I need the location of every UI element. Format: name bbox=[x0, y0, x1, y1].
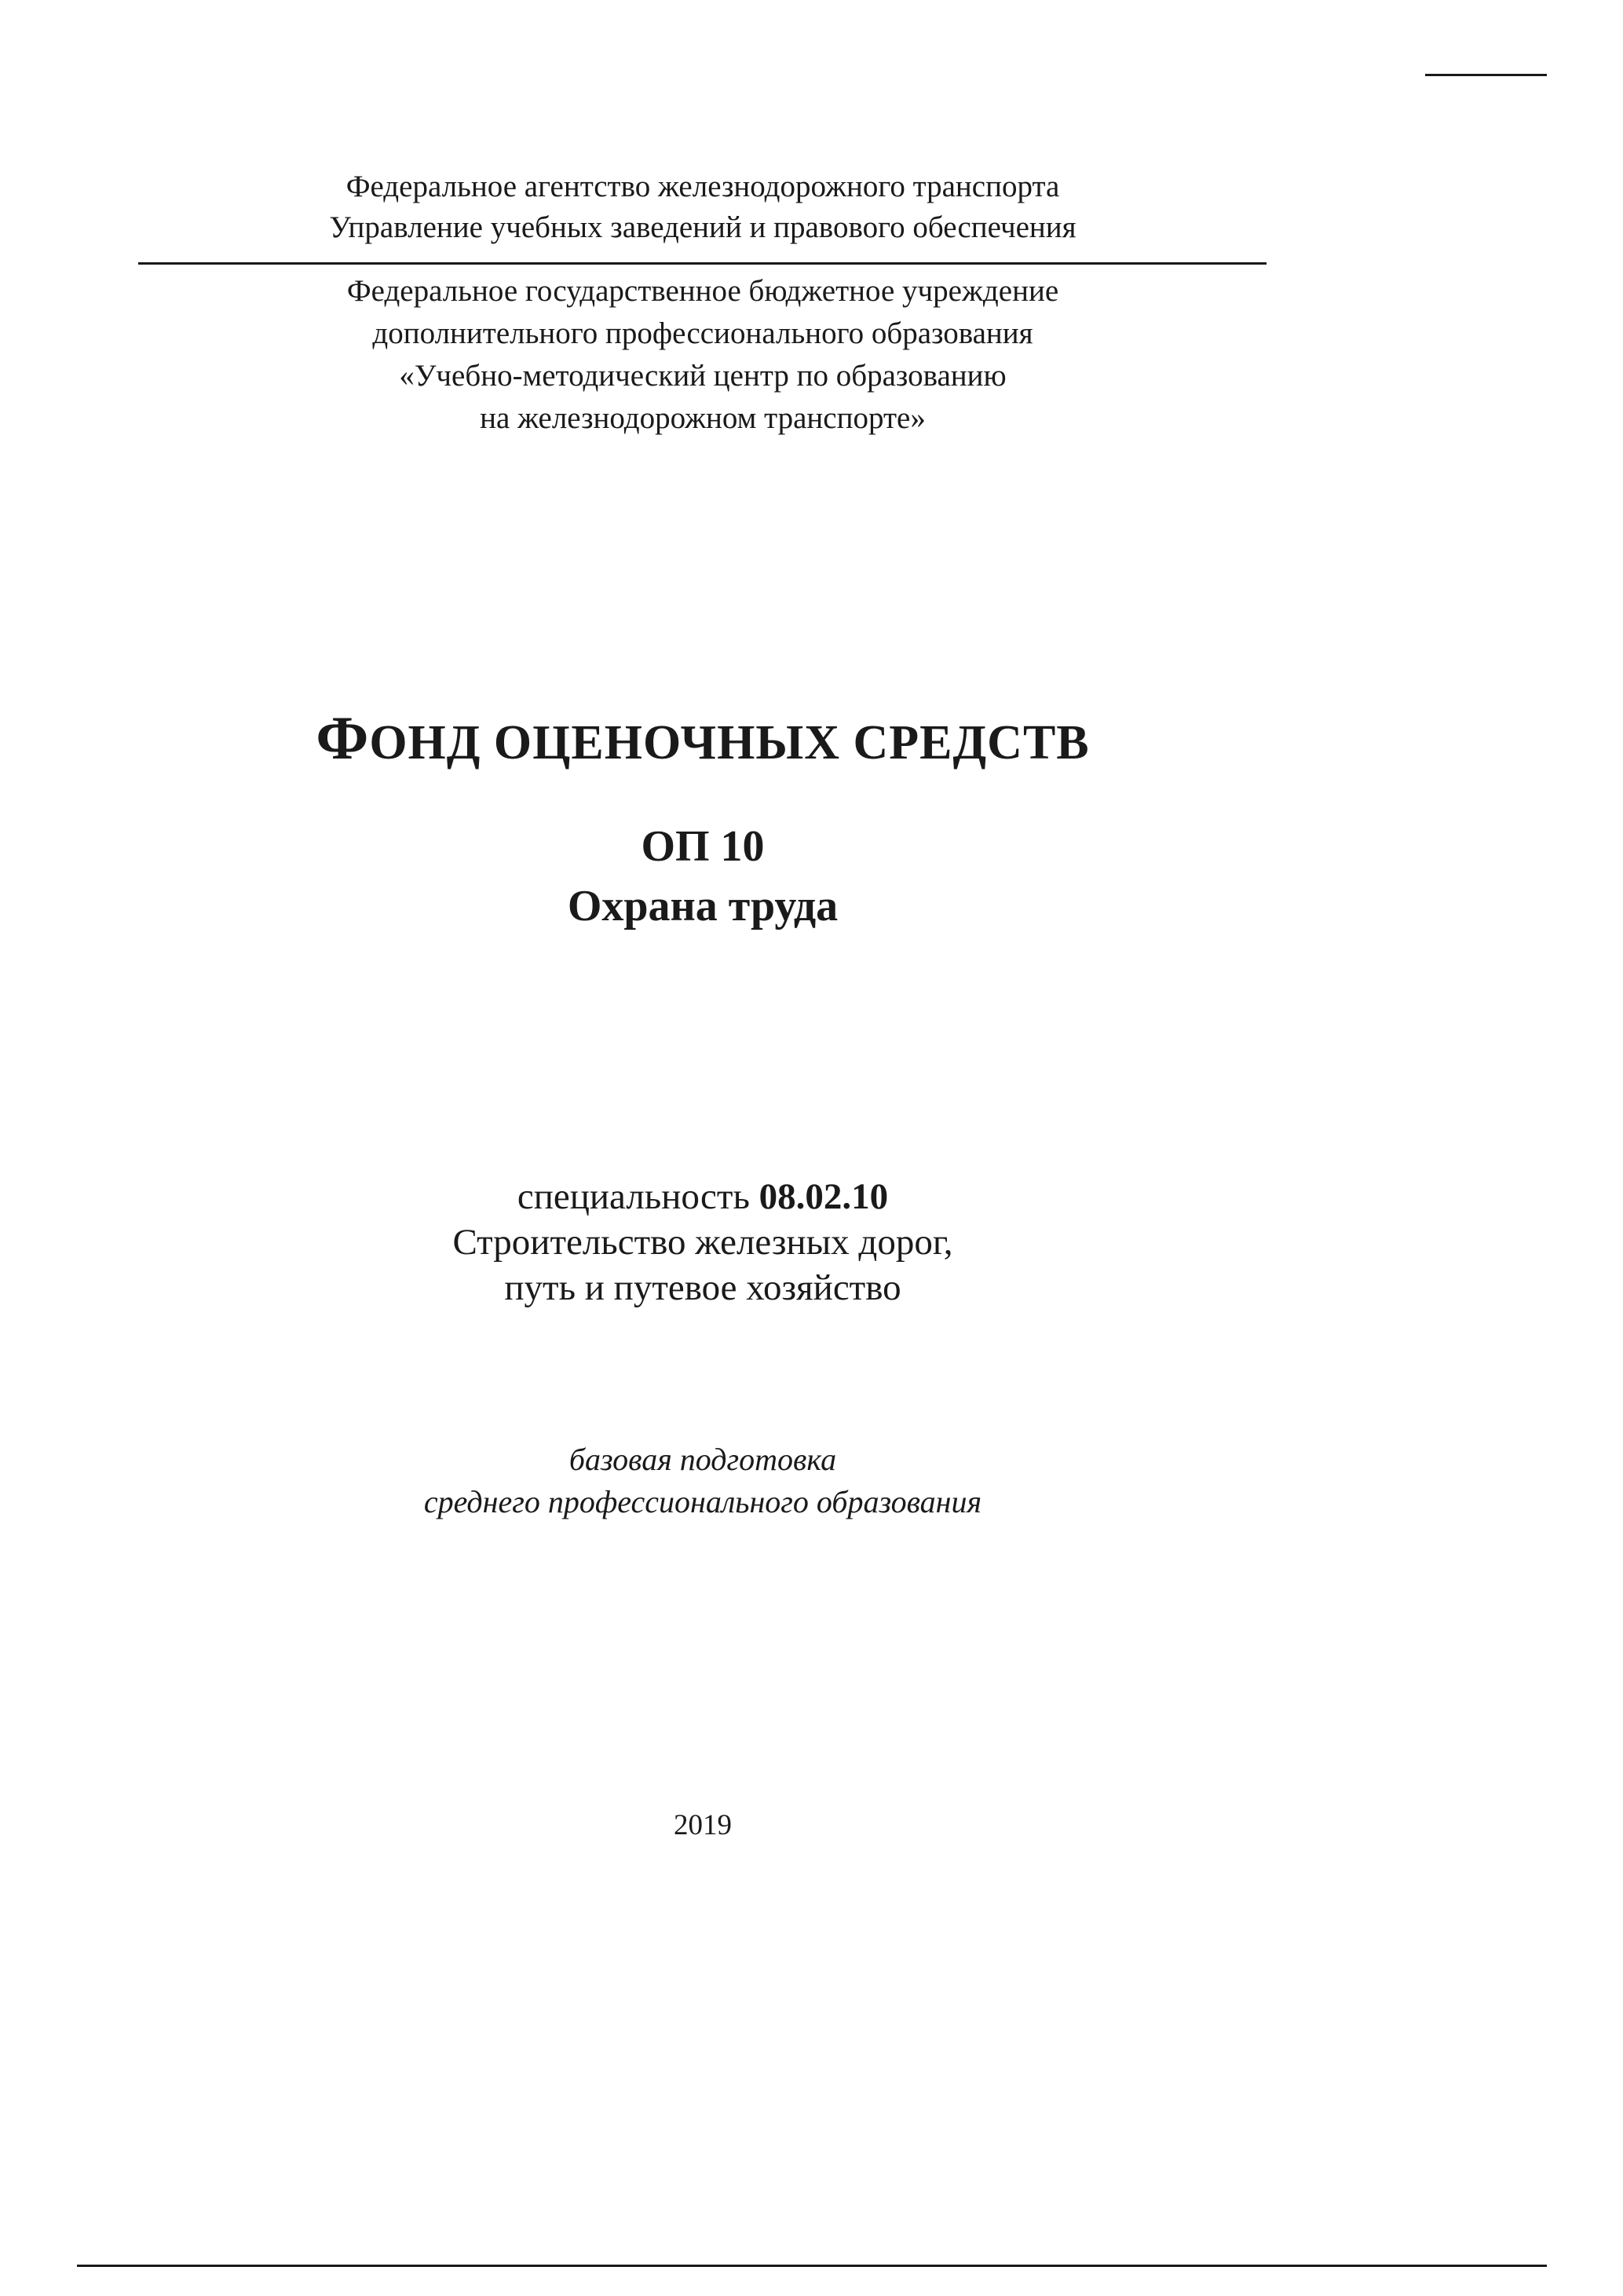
institution-header bbox=[0, 270, 1406, 440]
course-name: Охрана труда bbox=[567, 882, 839, 930]
institution-line-4: на железнодорожном транспорте» bbox=[480, 401, 926, 435]
specialty-line bbox=[0, 1174, 1406, 1219]
document-title bbox=[0, 703, 1406, 778]
specialty-name-line-1: Строительство железных дорог, bbox=[452, 1222, 953, 1263]
agency-department: Управление учебных заведений и правового обеспечения bbox=[329, 210, 1077, 244]
training-level bbox=[0, 1439, 1406, 1523]
institution-line-2: дополнительного профессионального образования bbox=[372, 316, 1033, 350]
title-rest: ОНД ОЦЕНОЧНЫХ СРЕДСТВ bbox=[369, 716, 1090, 770]
specialty-name-line-2: путь и путевое хозяйство bbox=[504, 1267, 901, 1308]
bottom-rule bbox=[77, 2265, 1547, 2267]
top-right-rule bbox=[1425, 74, 1547, 76]
agency-name: Федеральное агентство железнодорожного транспорта bbox=[345, 170, 1060, 203]
course-code: ОП 10 bbox=[641, 822, 765, 871]
specialty-code: 08.02.10 bbox=[758, 1176, 889, 1217]
institution-line-1: Федеральное государственное бюджетное учреждение bbox=[346, 274, 1059, 308]
specialty-block bbox=[0, 1174, 1406, 1311]
course-block bbox=[0, 817, 1406, 936]
agency-header bbox=[0, 166, 1406, 248]
institution-line-3: «Учебно-методический центр по образованию bbox=[399, 359, 1007, 393]
training-level-line-2: среднего профессионального образования bbox=[423, 1484, 982, 1519]
title-initial: Ф bbox=[316, 704, 370, 772]
publication-year: 2019 bbox=[674, 1809, 732, 1841]
specialty-label: специальность bbox=[517, 1176, 750, 1217]
header-divider bbox=[138, 262, 1267, 265]
training-level-line-1: базовая подготовка bbox=[568, 1442, 837, 1477]
